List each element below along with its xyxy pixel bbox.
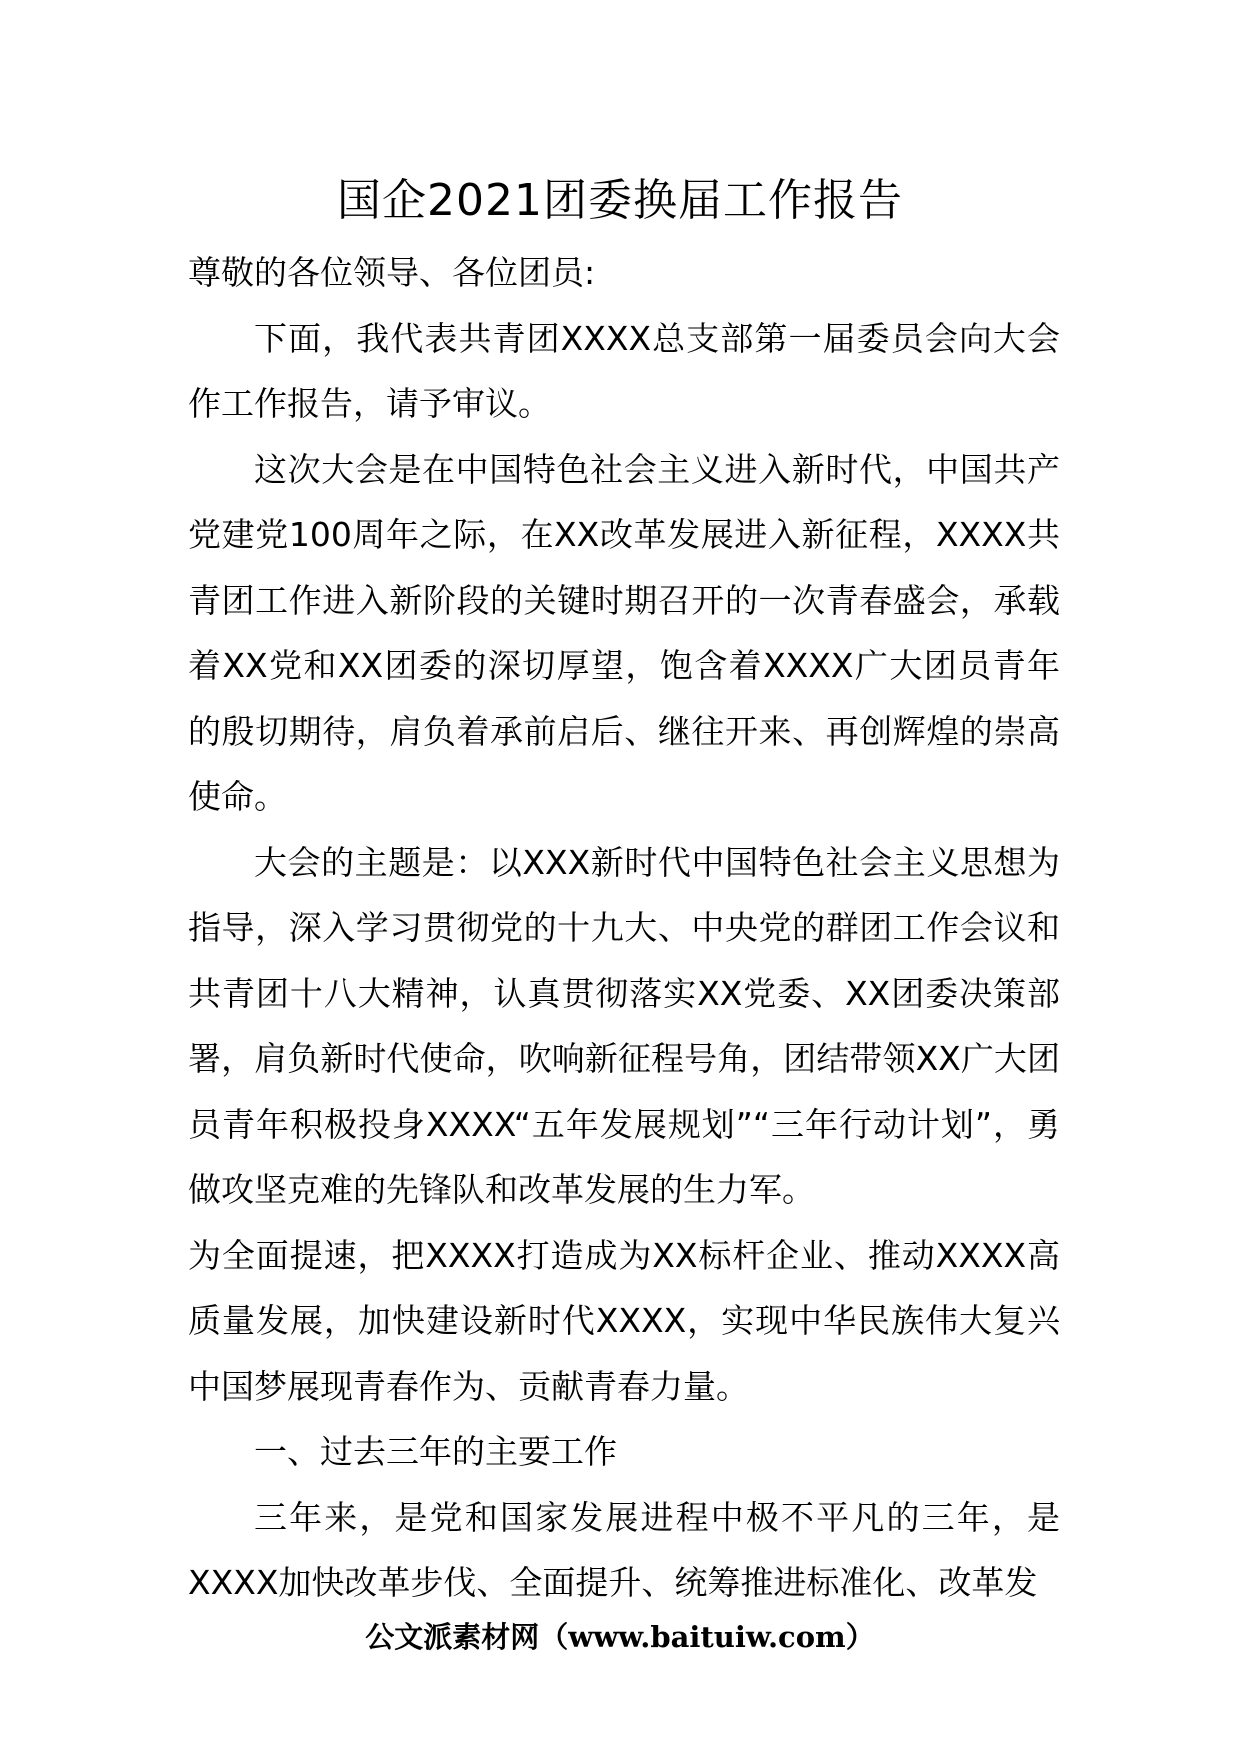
salutation: 尊敬的各位领导、各位团员:: [188, 253, 596, 292]
paragraph: 这次大会是在中国特色社会主义进入新时代，中国共产党建党100周年之际，在XX改革发展进入新征程，XXXX共青团工作进入新阶段的关键时期召开的一次青春盛会，承载着XX党和XX团委的深切厚望，饱含着XXXX广大团员青年的殷切期待，肩负着承前启后、继往开来、再创辉煌的崇高使命。: [188, 449, 1060, 816]
paragraph: 大会的主题是：以XXX新时代中国特色社会主义思想为指导，深入学习贯彻党的十九大、中央党的群团工作会议和共青团十八大精神，认真贯彻落实XX党委、XX团委决策部署，肩负新时代使命，吹响新征程号角，团结带领XX广大团员青年积极投身XXXX“五年发展规划”“三年行动计划”，勇做攻坚克难的先锋队和改革发展的生力军。: [188, 842, 1060, 1209]
document-body: [188, 240, 1060, 1616]
section-heading: 一、过去三年的主要工作: [254, 1432, 617, 1471]
paragraph: 下面，我代表共青团XXXX总支部第一届委员会向大会作工作报告，请予审议。: [188, 318, 1060, 423]
footer-watermark: 公文派素材网（www.baituiw.com）: [365, 1620, 875, 1654]
document-title: 国企2021团委换届工作报告: [337, 175, 903, 226]
paragraph: 为全面提速，把XXXX打造成为XX标杆企业、推动XXXX高质量发展，加快建设新时代XXXX，实现中华民族伟大复兴中国梦展现青春作为、贡献青春力量。: [188, 1235, 1060, 1406]
paragraph: 三年来，是党和国家发展进程中极不平凡的三年，是XXXX加快改革步伐、全面提升、统筹推进标准化、改革发: [188, 1497, 1060, 1602]
